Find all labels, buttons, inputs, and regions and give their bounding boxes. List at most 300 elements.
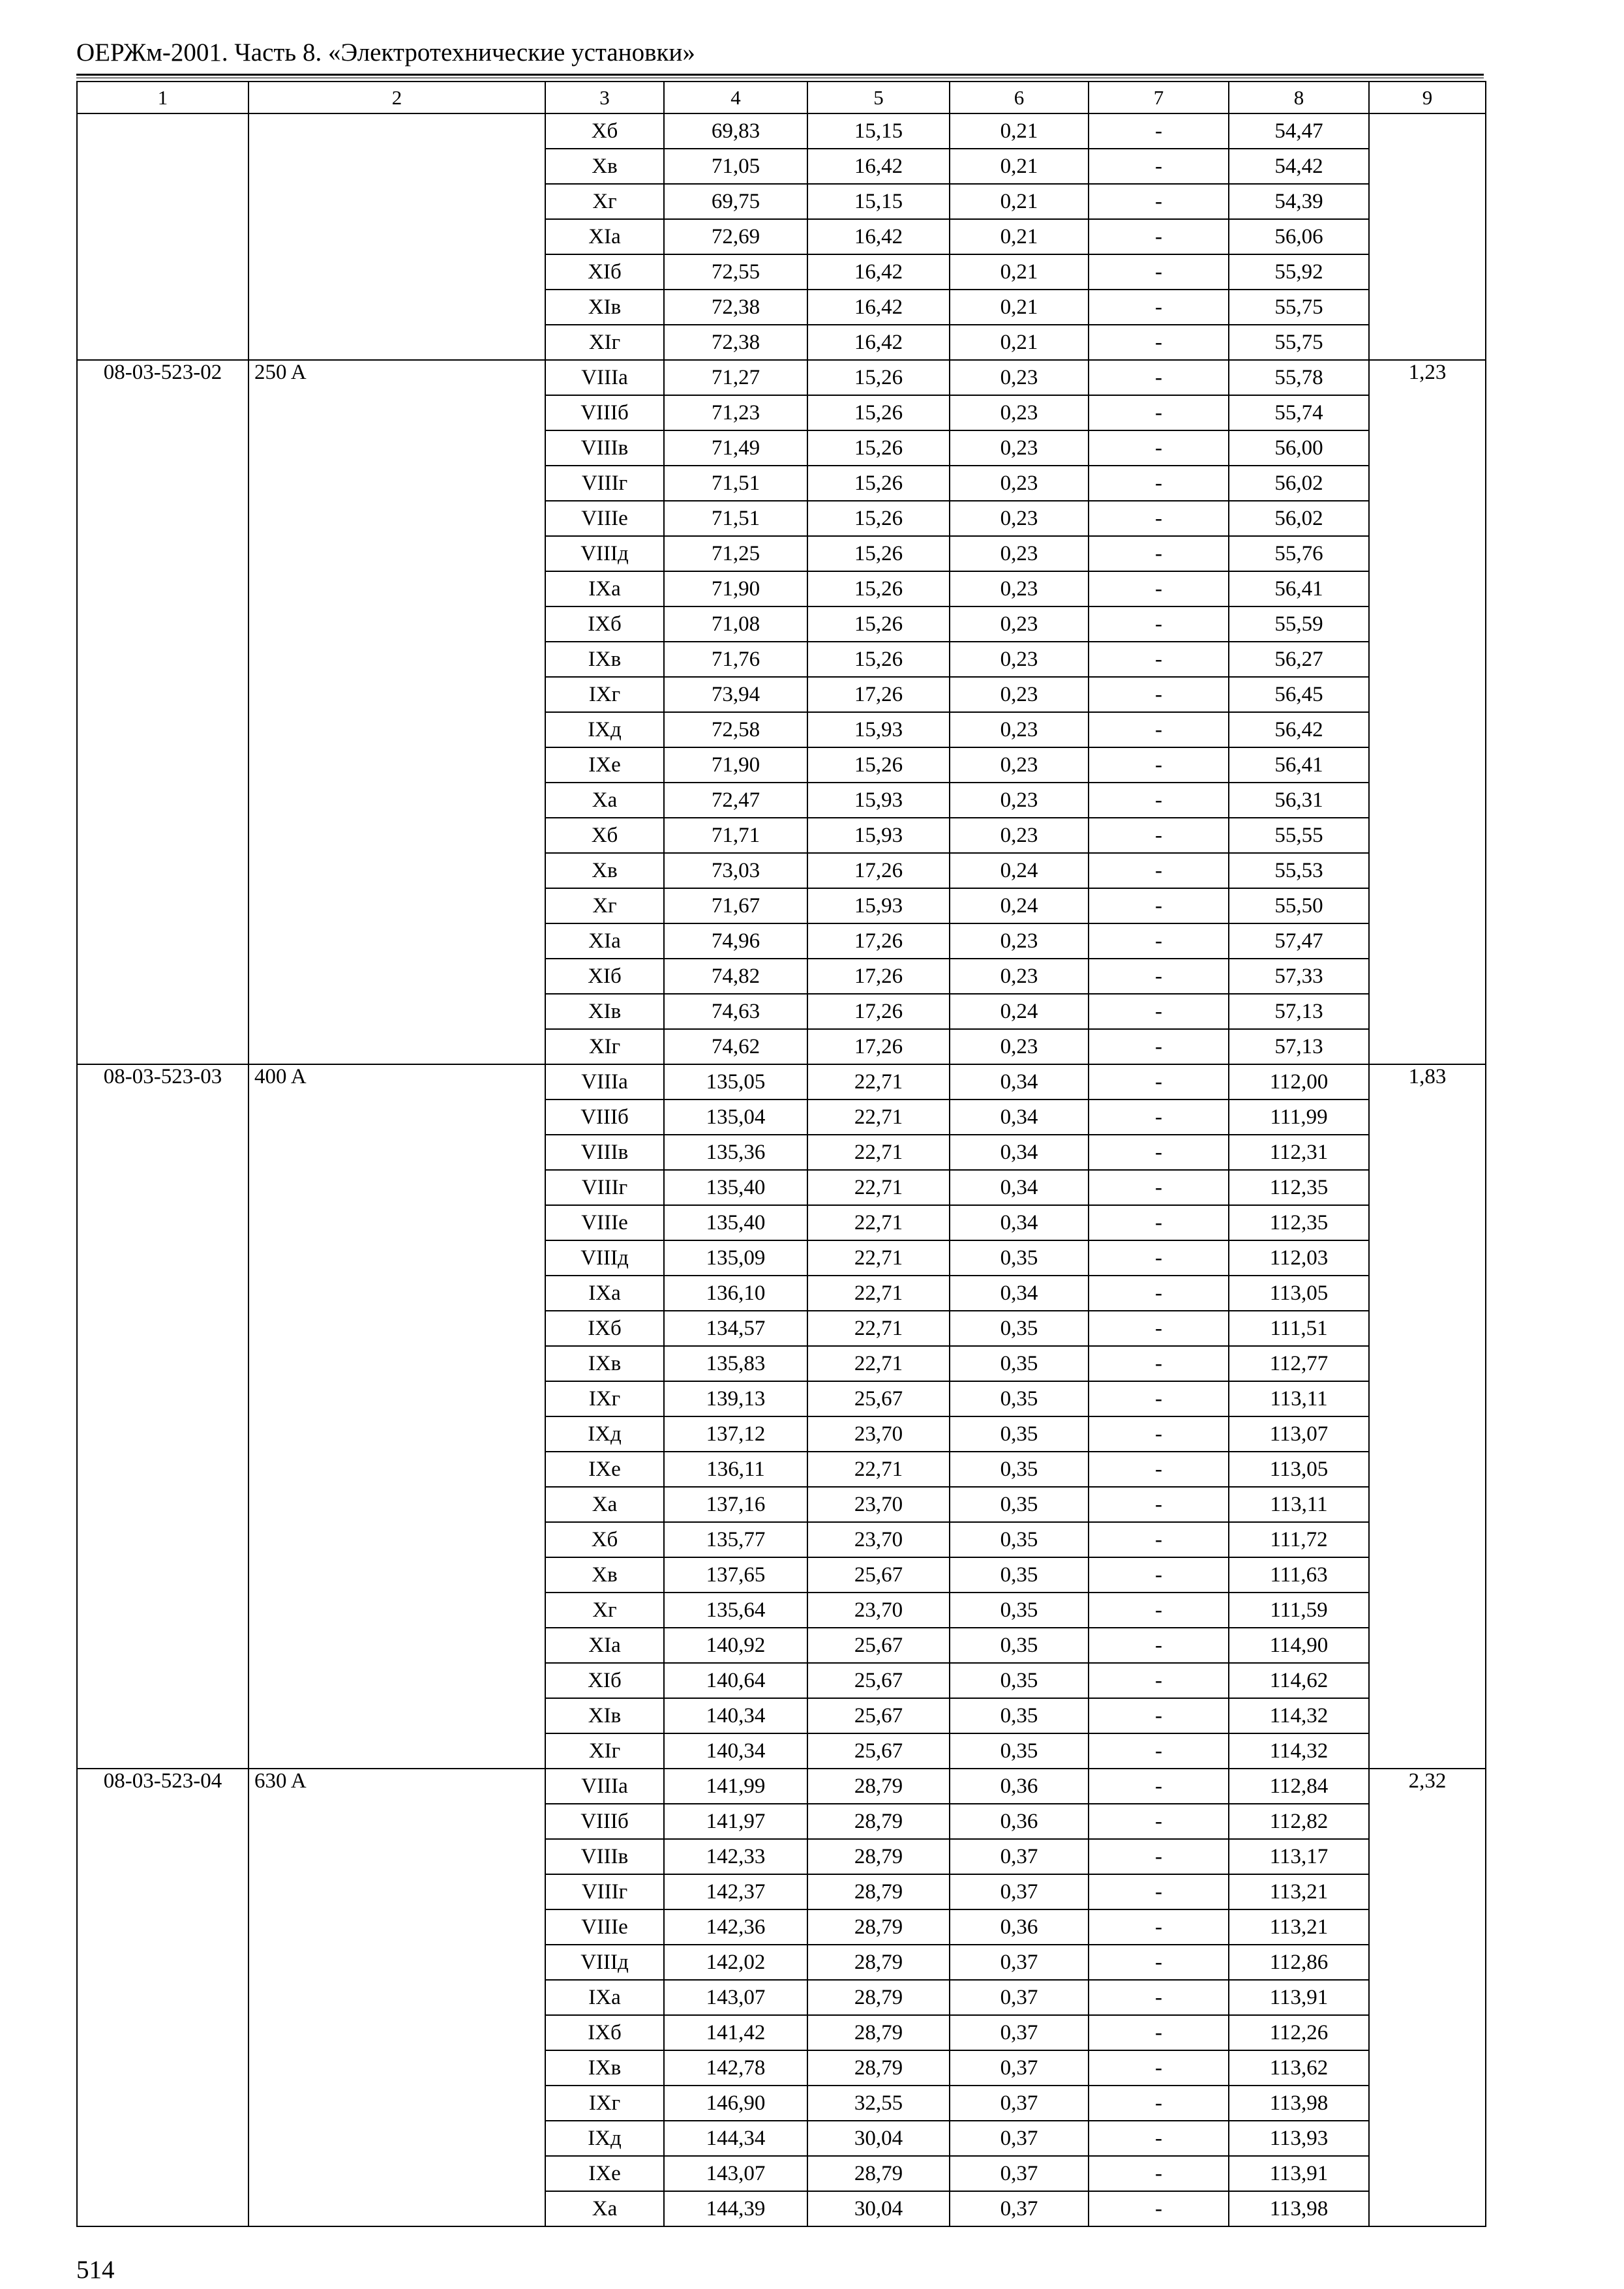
materials-cell: 114,90 <box>1229 1628 1369 1663</box>
machines-cell: 0,35 <box>950 1381 1089 1416</box>
zone-cell: VIIIб <box>545 395 664 430</box>
zone-cell: VIIIв <box>545 1839 664 1874</box>
labor-cost-cell: 1,83 <box>1369 1064 1486 1769</box>
materials-cell: 113,05 <box>1229 1276 1369 1311</box>
wages-cell: 28,79 <box>807 1769 950 1804</box>
column-header: 8 <box>1229 82 1369 113</box>
wages-cell: 15,26 <box>807 606 950 642</box>
materials-cell: 111,99 <box>1229 1100 1369 1135</box>
machines-cell: 0,37 <box>950 1874 1089 1909</box>
total-cost-cell: 74,63 <box>664 994 807 1029</box>
zone-cell: VIIIа <box>545 360 664 395</box>
wages-cell: 17,26 <box>807 994 950 1029</box>
wages-cell: 16,42 <box>807 219 950 254</box>
machines-cell: 0,37 <box>950 2156 1089 2191</box>
wages-cell: 15,93 <box>807 712 950 747</box>
machines-cell: 0,21 <box>950 113 1089 149</box>
wages-cell: 16,42 <box>807 254 950 290</box>
column-header: 3 <box>545 82 664 113</box>
driver-wages-cell: - <box>1089 818 1229 853</box>
wages-cell: 17,26 <box>807 923 950 959</box>
wages-cell: 28,79 <box>807 1874 950 1909</box>
total-cost-cell: 142,33 <box>664 1839 807 1874</box>
materials-cell: 54,42 <box>1229 149 1369 184</box>
machines-cell: 0,35 <box>950 1698 1089 1733</box>
driver-wages-cell: - <box>1089 888 1229 923</box>
materials-cell: 113,17 <box>1229 1839 1369 1874</box>
total-cost-cell: 72,55 <box>664 254 807 290</box>
materials-cell: 57,13 <box>1229 1029 1369 1064</box>
materials-cell: 56,02 <box>1229 466 1369 501</box>
materials-cell: 54,39 <box>1229 184 1369 219</box>
page-number: 514 <box>76 2256 115 2284</box>
wages-cell: 23,70 <box>807 1487 950 1522</box>
wages-cell: 25,67 <box>807 1663 950 1698</box>
machines-cell: 0,23 <box>950 783 1089 818</box>
zone-cell: VIIIд <box>545 536 664 571</box>
wages-cell: 22,71 <box>807 1276 950 1311</box>
materials-cell: 112,86 <box>1229 1945 1369 1980</box>
materials-cell: 114,62 <box>1229 1663 1369 1698</box>
zone-cell: Xг <box>545 184 664 219</box>
machines-cell: 0,35 <box>950 1593 1089 1628</box>
total-cost-cell: 146,90 <box>664 2086 807 2121</box>
machines-cell: 0,34 <box>950 1135 1089 1170</box>
driver-wages-cell: - <box>1089 290 1229 325</box>
total-cost-cell: 135,09 <box>664 1240 807 1276</box>
zone-cell: IXв <box>545 2050 664 2086</box>
zone-cell: Xг <box>545 888 664 923</box>
wages-cell: 28,79 <box>807 1804 950 1839</box>
rates-table <box>76 81 1486 2227</box>
total-cost-cell: 74,96 <box>664 923 807 959</box>
machines-cell: 0,37 <box>950 1980 1089 2015</box>
driver-wages-cell: - <box>1089 1452 1229 1487</box>
total-cost-cell: 135,05 <box>664 1064 807 1100</box>
machines-cell: 0,35 <box>950 1557 1089 1593</box>
total-cost-cell: 71,05 <box>664 149 807 184</box>
machines-cell: 0,37 <box>950 2191 1089 2226</box>
driver-wages-cell: - <box>1089 1311 1229 1346</box>
zone-cell: VIIIд <box>545 1240 664 1276</box>
zone-cell: Xв <box>545 1557 664 1593</box>
total-cost-cell: 142,36 <box>664 1909 807 1945</box>
machines-cell: 0,21 <box>950 219 1089 254</box>
driver-wages-cell: - <box>1089 1100 1229 1135</box>
zone-cell: XIв <box>545 994 664 1029</box>
table-row <box>77 360 1486 395</box>
header-rule <box>76 74 1484 76</box>
driver-wages-cell: - <box>1089 1839 1229 1874</box>
machines-cell: 0,24 <box>950 994 1089 1029</box>
zone-cell: IXа <box>545 1980 664 2015</box>
total-cost-cell: 135,77 <box>664 1522 807 1557</box>
machines-cell: 0,35 <box>950 1416 1089 1452</box>
total-cost-cell: 71,27 <box>664 360 807 395</box>
driver-wages-cell: - <box>1089 2156 1229 2191</box>
materials-cell: 113,91 <box>1229 1980 1369 2015</box>
wages-cell: 15,26 <box>807 571 950 606</box>
driver-wages-cell: - <box>1089 1029 1229 1064</box>
zone-cell: Xа <box>545 2191 664 2226</box>
wages-cell: 15,26 <box>807 536 950 571</box>
driver-wages-cell: - <box>1089 1416 1229 1452</box>
zone-cell: IXг <box>545 1381 664 1416</box>
machines-cell: 0,35 <box>950 1522 1089 1557</box>
zone-cell: IXг <box>545 2086 664 2121</box>
wages-cell: 22,71 <box>807 1311 950 1346</box>
wages-cell: 23,70 <box>807 1593 950 1628</box>
total-cost-cell: 142,37 <box>664 1874 807 1909</box>
wages-cell: 22,71 <box>807 1346 950 1381</box>
zone-cell: IXв <box>545 642 664 677</box>
machines-cell: 0,34 <box>950 1064 1089 1100</box>
materials-cell: 113,21 <box>1229 1909 1369 1945</box>
driver-wages-cell: - <box>1089 1874 1229 1909</box>
wages-cell: 16,42 <box>807 149 950 184</box>
total-cost-cell: 136,11 <box>664 1452 807 1487</box>
driver-wages-cell: - <box>1089 325 1229 360</box>
column-header: 5 <box>807 82 950 113</box>
total-cost-cell: 71,51 <box>664 466 807 501</box>
total-cost-cell: 73,94 <box>664 677 807 712</box>
table-row <box>77 1064 1486 1100</box>
driver-wages-cell: - <box>1089 113 1229 149</box>
materials-cell: 56,45 <box>1229 677 1369 712</box>
total-cost-cell: 73,03 <box>664 853 807 888</box>
total-cost-cell: 72,38 <box>664 290 807 325</box>
wages-cell: 22,71 <box>807 1205 950 1240</box>
driver-wages-cell: - <box>1089 1346 1229 1381</box>
wages-cell: 15,26 <box>807 466 950 501</box>
machines-cell: 0,37 <box>950 2086 1089 2121</box>
wages-cell: 15,26 <box>807 430 950 466</box>
column-header: 7 <box>1089 82 1229 113</box>
total-cost-cell: 142,02 <box>664 1945 807 1980</box>
driver-wages-cell: - <box>1089 149 1229 184</box>
materials-cell: 113,07 <box>1229 1416 1369 1452</box>
zone-cell: VIIIг <box>545 466 664 501</box>
machines-cell: 0,23 <box>950 747 1089 783</box>
machines-cell: 0,35 <box>950 1311 1089 1346</box>
rate-code <box>77 113 248 360</box>
column-header: 9 <box>1369 82 1486 113</box>
wages-cell: 28,79 <box>807 1945 950 1980</box>
materials-cell: 112,84 <box>1229 1769 1369 1804</box>
machines-cell: 0,37 <box>950 2015 1089 2050</box>
total-cost-cell: 71,51 <box>664 501 807 536</box>
total-cost-cell: 71,49 <box>664 430 807 466</box>
wages-cell: 30,04 <box>807 2191 950 2226</box>
total-cost-cell: 136,10 <box>664 1276 807 1311</box>
zone-cell: IXв <box>545 1346 664 1381</box>
wages-cell: 30,04 <box>807 2121 950 2156</box>
driver-wages-cell: - <box>1089 1381 1229 1416</box>
wages-cell: 15,26 <box>807 642 950 677</box>
table-row <box>77 1769 1486 1804</box>
materials-cell: 113,11 <box>1229 1487 1369 1522</box>
driver-wages-cell: - <box>1089 853 1229 888</box>
driver-wages-cell: - <box>1089 1980 1229 2015</box>
materials-cell: 112,77 <box>1229 1346 1369 1381</box>
table-row <box>77 113 1486 149</box>
zone-cell: XIв <box>545 1698 664 1733</box>
total-cost-cell: 71,76 <box>664 642 807 677</box>
machines-cell: 0,34 <box>950 1205 1089 1240</box>
total-cost-cell: 143,07 <box>664 1980 807 2015</box>
driver-wages-cell: - <box>1089 1628 1229 1663</box>
zone-cell: VIIIа <box>545 1064 664 1100</box>
labor-cost-cell: 2,32 <box>1369 1769 1486 2226</box>
zone-cell: IXд <box>545 1416 664 1452</box>
wages-cell: 15,93 <box>807 818 950 853</box>
materials-cell: 56,31 <box>1229 783 1369 818</box>
zone-cell: XIб <box>545 254 664 290</box>
machines-cell: 0,21 <box>950 149 1089 184</box>
materials-cell: 113,21 <box>1229 1874 1369 1909</box>
wages-cell: 22,71 <box>807 1064 950 1100</box>
machines-cell: 0,35 <box>950 1346 1089 1381</box>
zone-cell: VIIIе <box>545 1205 664 1240</box>
materials-cell: 111,59 <box>1229 1593 1369 1628</box>
zone-cell: XIг <box>545 1733 664 1769</box>
driver-wages-cell: - <box>1089 1135 1229 1170</box>
materials-cell: 111,51 <box>1229 1311 1369 1346</box>
total-cost-cell: 71,90 <box>664 747 807 783</box>
materials-cell: 111,72 <box>1229 1522 1369 1557</box>
column-header: 4 <box>664 82 807 113</box>
driver-wages-cell: - <box>1089 2050 1229 2086</box>
zone-cell: IXб <box>545 606 664 642</box>
machines-cell: 0,21 <box>950 325 1089 360</box>
wages-cell: 25,67 <box>807 1698 950 1733</box>
machines-cell: 0,21 <box>950 290 1089 325</box>
wages-cell: 22,71 <box>807 1100 950 1135</box>
zone-cell: IXа <box>545 1276 664 1311</box>
wages-cell: 15,93 <box>807 888 950 923</box>
driver-wages-cell: - <box>1089 1170 1229 1205</box>
machines-cell: 0,37 <box>950 1839 1089 1874</box>
materials-cell: 56,42 <box>1229 712 1369 747</box>
machines-cell: 0,34 <box>950 1276 1089 1311</box>
total-cost-cell: 142,78 <box>664 2050 807 2086</box>
materials-cell: 113,98 <box>1229 2191 1369 2226</box>
machines-cell: 0,35 <box>950 1240 1089 1276</box>
machines-cell: 0,23 <box>950 818 1089 853</box>
machines-cell: 0,37 <box>950 2050 1089 2086</box>
wages-cell: 17,26 <box>807 1029 950 1064</box>
machines-cell: 0,35 <box>950 1628 1089 1663</box>
wages-cell: 25,67 <box>807 1381 950 1416</box>
total-cost-cell: 140,64 <box>664 1663 807 1698</box>
zone-cell: XIа <box>545 923 664 959</box>
total-cost-cell: 69,83 <box>664 113 807 149</box>
total-cost-cell: 69,75 <box>664 184 807 219</box>
machines-cell: 0,36 <box>950 1909 1089 1945</box>
machines-cell: 0,36 <box>950 1804 1089 1839</box>
materials-cell: 112,03 <box>1229 1240 1369 1276</box>
machines-cell: 0,23 <box>950 501 1089 536</box>
wages-cell: 15,26 <box>807 747 950 783</box>
machines-cell: 0,21 <box>950 254 1089 290</box>
machines-cell: 0,23 <box>950 466 1089 501</box>
materials-cell: 112,00 <box>1229 1064 1369 1100</box>
driver-wages-cell: - <box>1089 642 1229 677</box>
materials-cell: 56,41 <box>1229 571 1369 606</box>
zone-cell: Xв <box>545 853 664 888</box>
materials-cell: 111,63 <box>1229 1557 1369 1593</box>
driver-wages-cell: - <box>1089 536 1229 571</box>
wages-cell: 28,79 <box>807 2156 950 2191</box>
materials-cell: 55,55 <box>1229 818 1369 853</box>
rate-name <box>248 113 545 360</box>
materials-cell: 57,33 <box>1229 959 1369 994</box>
materials-cell: 55,76 <box>1229 536 1369 571</box>
machines-cell: 0,24 <box>950 888 1089 923</box>
machines-cell: 0,23 <box>950 677 1089 712</box>
labor-cost-cell: 1,23 <box>1369 360 1486 1064</box>
rate-code: 08-03-523-03 <box>77 1064 248 1769</box>
zone-cell: VIIIа <box>545 1769 664 1804</box>
wages-cell: 15,26 <box>807 360 950 395</box>
zone-cell: Xа <box>545 1487 664 1522</box>
wages-cell: 28,79 <box>807 1980 950 2015</box>
total-cost-cell: 71,08 <box>664 606 807 642</box>
zone-cell: Xа <box>545 783 664 818</box>
materials-cell: 112,26 <box>1229 2015 1369 2050</box>
machines-cell: 0,23 <box>950 571 1089 606</box>
machines-cell: 0,34 <box>950 1170 1089 1205</box>
zone-cell: VIIIб <box>545 1804 664 1839</box>
zone-cell: Xб <box>545 1522 664 1557</box>
driver-wages-cell: - <box>1089 994 1229 1029</box>
total-cost-cell: 140,34 <box>664 1733 807 1769</box>
total-cost-cell: 141,97 <box>664 1804 807 1839</box>
driver-wages-cell: - <box>1089 1698 1229 1733</box>
zone-cell: VIIIв <box>545 1135 664 1170</box>
materials-cell: 55,92 <box>1229 254 1369 290</box>
page-header: ОЕРЖм-2001. Часть 8. «Электротехнические установки» <box>76 38 695 67</box>
total-cost-cell: 71,23 <box>664 395 807 430</box>
total-cost-cell: 137,65 <box>664 1557 807 1593</box>
zone-cell: XIб <box>545 959 664 994</box>
wages-cell: 15,26 <box>807 395 950 430</box>
driver-wages-cell: - <box>1089 254 1229 290</box>
zone-cell: Xв <box>545 149 664 184</box>
wages-cell: 25,67 <box>807 1733 950 1769</box>
materials-cell: 113,62 <box>1229 2050 1369 2086</box>
total-cost-cell: 141,99 <box>664 1769 807 1804</box>
total-cost-cell: 135,40 <box>664 1205 807 1240</box>
column-number-row <box>77 82 1486 113</box>
machines-cell: 0,34 <box>950 1100 1089 1135</box>
materials-cell: 55,78 <box>1229 360 1369 395</box>
materials-cell: 55,53 <box>1229 853 1369 888</box>
total-cost-cell: 71,71 <box>664 818 807 853</box>
machines-cell: 0,35 <box>950 1733 1089 1769</box>
zone-cell: XIа <box>545 219 664 254</box>
driver-wages-cell: - <box>1089 1663 1229 1698</box>
zone-cell: VIIIв <box>545 430 664 466</box>
zone-cell: VIIIе <box>545 501 664 536</box>
driver-wages-cell: - <box>1089 571 1229 606</box>
materials-cell: 54,47 <box>1229 113 1369 149</box>
driver-wages-cell: - <box>1089 783 1229 818</box>
zone-cell: IXд <box>545 2121 664 2156</box>
wages-cell: 25,67 <box>807 1557 950 1593</box>
machines-cell: 0,23 <box>950 642 1089 677</box>
zone-cell: IXе <box>545 1452 664 1487</box>
machines-cell: 0,23 <box>950 959 1089 994</box>
machines-cell: 0,35 <box>950 1487 1089 1522</box>
zone-cell: IXа <box>545 571 664 606</box>
driver-wages-cell: - <box>1089 430 1229 466</box>
zone-cell: VIIIе <box>545 1909 664 1945</box>
driver-wages-cell: - <box>1089 501 1229 536</box>
total-cost-cell: 137,12 <box>664 1416 807 1452</box>
total-cost-cell: 72,38 <box>664 325 807 360</box>
driver-wages-cell: - <box>1089 360 1229 395</box>
materials-cell: 56,00 <box>1229 430 1369 466</box>
total-cost-cell: 139,13 <box>664 1381 807 1416</box>
driver-wages-cell: - <box>1089 2191 1229 2226</box>
driver-wages-cell: - <box>1089 1945 1229 1980</box>
materials-cell: 55,74 <box>1229 395 1369 430</box>
materials-cell: 56,02 <box>1229 501 1369 536</box>
materials-cell: 56,27 <box>1229 642 1369 677</box>
table-body <box>77 113 1486 2226</box>
total-cost-cell: 140,92 <box>664 1628 807 1663</box>
driver-wages-cell: - <box>1089 466 1229 501</box>
wages-cell: 32,55 <box>807 2086 950 2121</box>
driver-wages-cell: - <box>1089 1276 1229 1311</box>
driver-wages-cell: - <box>1089 1205 1229 1240</box>
driver-wages-cell: - <box>1089 184 1229 219</box>
driver-wages-cell: - <box>1089 1557 1229 1593</box>
rate-name: 400 A <box>248 1064 545 1769</box>
wages-cell: 15,15 <box>807 184 950 219</box>
materials-cell: 55,75 <box>1229 290 1369 325</box>
zone-cell: VIIIд <box>545 1945 664 1980</box>
rate-name: 630 A <box>248 1769 545 2226</box>
total-cost-cell: 144,39 <box>664 2191 807 2226</box>
driver-wages-cell: - <box>1089 1240 1229 1276</box>
zone-cell: IXг <box>545 677 664 712</box>
zone-cell: IXб <box>545 1311 664 1346</box>
zone-cell: IXе <box>545 2156 664 2191</box>
total-cost-cell: 72,58 <box>664 712 807 747</box>
zone-cell: IXб <box>545 2015 664 2050</box>
total-cost-cell: 72,69 <box>664 219 807 254</box>
driver-wages-cell: - <box>1089 2121 1229 2156</box>
total-cost-cell: 135,04 <box>664 1100 807 1135</box>
total-cost-cell: 135,40 <box>664 1170 807 1205</box>
total-cost-cell: 144,34 <box>664 2121 807 2156</box>
wages-cell: 22,71 <box>807 1240 950 1276</box>
machines-cell: 0,23 <box>950 923 1089 959</box>
zone-cell: XIб <box>545 1663 664 1698</box>
total-cost-cell: 135,83 <box>664 1346 807 1381</box>
column-header: 6 <box>950 82 1089 113</box>
wages-cell: 28,79 <box>807 2050 950 2086</box>
driver-wages-cell: - <box>1089 1733 1229 1769</box>
machines-cell: 0,35 <box>950 1452 1089 1487</box>
driver-wages-cell: - <box>1089 1064 1229 1100</box>
materials-cell: 55,59 <box>1229 606 1369 642</box>
driver-wages-cell: - <box>1089 1769 1229 1804</box>
materials-cell: 113,05 <box>1229 1452 1369 1487</box>
wages-cell: 22,71 <box>807 1135 950 1170</box>
